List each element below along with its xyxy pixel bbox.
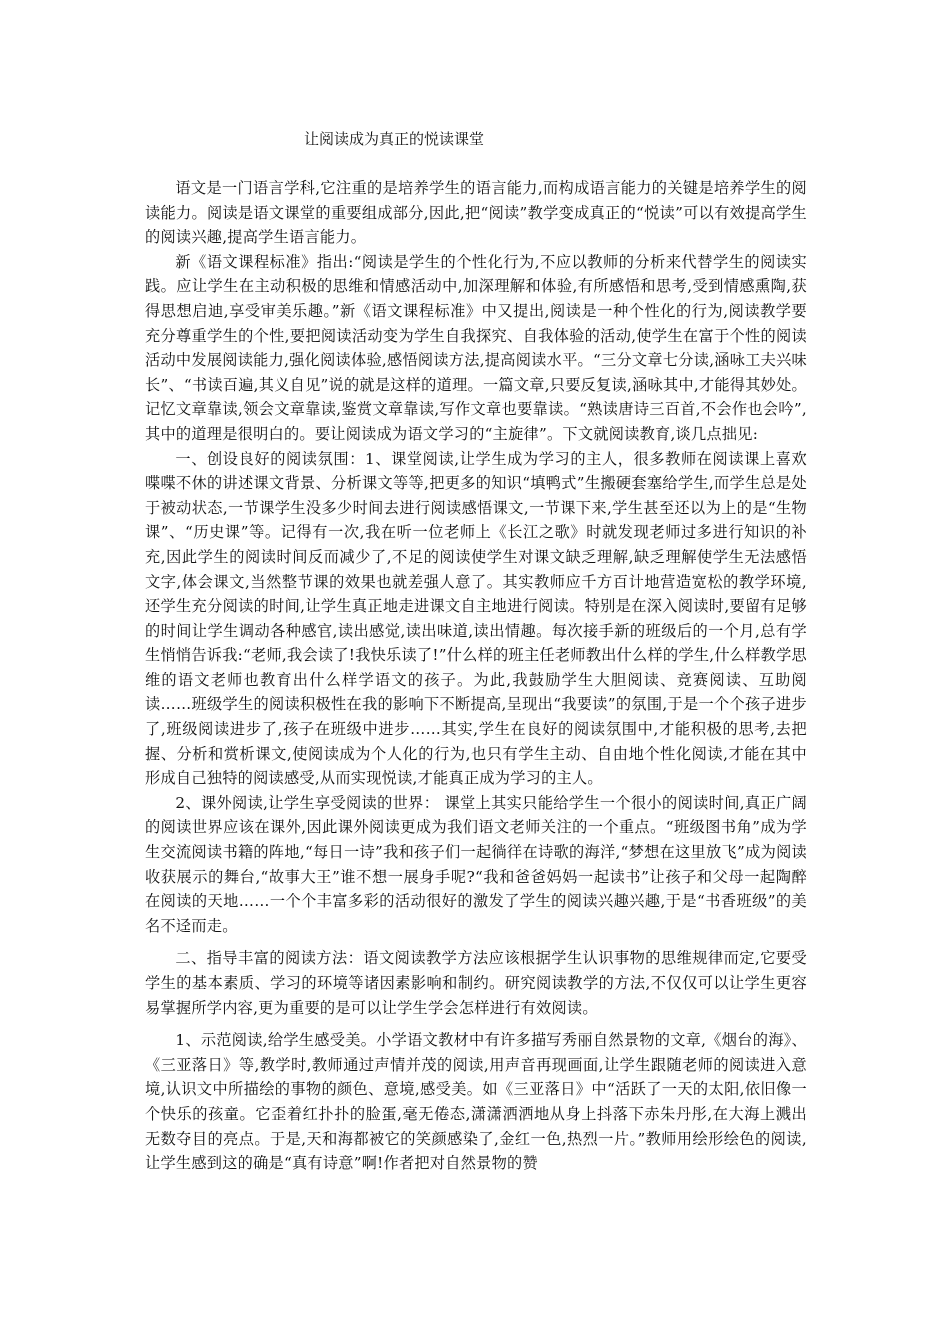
paragraph-intro: 语文是一门语言学科,它注重的是培养学生的语言能力,而构成语言能力的关键是培养学生的阅读能力。阅读是语文课堂的重要组成部分,因此,把“阅读”教学变成真正的“悦读”可以有效提高学生的阅读兴趣,提高学生语言能力。: [145, 179, 807, 247]
paragraph-curriculum-standard: 新《语文课程标准》指出:“阅读是学生的个性化行为,不应以教师的分析来代替学生的阅读实践。应让学生在主动积极的思维和情感活动中,加深理解和体验,有所感悟和思考,受到情感熏陶,获得思想启迪,享受审美乐趣。”新《语文课程标准》中又提出,阅读是一种个性化的行为,阅读教学要充分尊重学生的个性,要把阅读活动变为学生自我探究、自我体验的活动,使学生在富于个性的阅读活动中发展阅读能力,强化阅读体验,感悟阅读方法,提高阅读水平。“三分文章七分读,涵咏工夫兴味长”、“书读百遍,其义自见”说的就是这样的道理。一篇文章,只要反复读,涵咏其中,才能得其妙处。记忆文章靠读,领会文章靠读,鉴赏文章靠读,写作文章也要靠读。“熟读唐诗三百首,不会作也会吟”,其中的道理是很明白的。要让阅读成为语文学习的“主旋律”。下文就阅读教育,谈几点拙见:: [145, 252, 807, 443]
document-title: 让阅读成为真正的悦读课堂: [304, 130, 485, 148]
paragraph-demonstration-reading: 1、示范阅读,给学生感受美。小学语文教材中有许多描写秀丽自然景物的文章,《烟台的海》、《三亚落日》等,教学时,教师通过声情并茂的阅读,用声音再现画面,让学生跟随老师的阅读进入意境,认识文中所描绘的事物的颜色、意境,感受美。如《三亚落日》中“活跃了一天的太阳,依旧像一个快乐的孩童。它歪着红扑扑的脸蛋,毫无倦态,潇潇洒洒地从身上抖落下赤朱丹彤,在大海上溅出无数夺目的亮点。于是,天和海都被它的笑颜感染了,金红一色,热烈一片。”教师用绘形绘色的阅读,让学生感到这的确是“真有诗意”啊!作者把对自然景物的赞: [145, 1031, 807, 1173]
paragraph-section-two: 二、指导丰富的阅读方法：语文阅读教学方法应该根据学生认识事物的思维规律而定,它要受学生的基本素质、学习的环境等诸因素影响和制约。研究阅读教学的方法,不仅仅可以让学生更容易掌握所学内容,更为重要的是可以让学生学会怎样进行有效阅读。: [145, 949, 807, 1017]
document-body: [145, 176, 807, 1176]
paragraph-extracurricular-reading: 2、课外阅读,让学生享受阅读的世界： 课堂上其实只能给学生一个很小的阅读时间,真正广阔的阅读世界应该在课外,因此课外阅读更成为我们语文老师关注的一个重点。“班级图书角”成为学生交流阅读书籍的阵地,“每日一诗”我和孩子们一起徜徉在诗歌的海洋,“梦想在这里放飞”成为阅读收获展示的舞台,“故事大王”谁不想一展身手呢?“我和爸爸妈妈一起读书”让孩子和父母一起陶醉在阅读的天地……一个个丰富多彩的活动很好的激发了学生的阅读兴趣兴趣,于是“书香班级”的美名不迳而走。: [145, 793, 807, 935]
paragraph-section-one: 一、创设良好的阅读氛围：1、课堂阅读,让学生成为学习的主人，很多教师在阅读课上喜欢喋喋不休的讲述课文背景、分析课文等等,把更多的知识“填鸭式”生搬硬套塞给学生,而学生总是处于被动状态,一节课学生没多少时间去进行阅读感悟课文,一节课下来,学生甚至还以为上的是“生物课”、“历史课”等。记得有一次,我在听一位老师上《长江之歌》时就发现老师过多进行知识的补充,因此学生的阅读时间反而减少了,不足的阅读使学生对课文缺乏理解,缺乏理解使学生无法感悟文字,体会课文,当然整节课的效果也就差强人意了。其实教师应千方百计地营造宽松的教学环境,还学生充分阅读的时间,让学生真正地走进课文自主地进行阅读。特别是在深入阅读时,要留有足够的时间让学生调动各种感官,读出感觉,读出味道,读出情趣。每次接手新的班级后的一个月,总有学生悄悄告诉我:“老师,我会读了!我快乐读了!”什么样的班主任老师教出什么样的学生,什么样教学思维的语文老师也教育出什么样学语文的孩子。为此,我鼓励学生大胆阅读、竞赛阅读、互助阅读……班级学生的阅读积极性在我的影响下不断提高,呈现出“我要读”的氛围,于是一个个孩子进步了,班级阅读进步了,孩子在班级中进步……其实,学生在良好的阅读氛围中,才能积极的思考,去把握、分析和赏析课文,使阅读成为个人化的行为,也只有学生主动、自由地个性化阅读,才能在其中形成自己独特的阅读感受,从而实现悦读,才能真正成为学习的主人。: [145, 449, 807, 788]
